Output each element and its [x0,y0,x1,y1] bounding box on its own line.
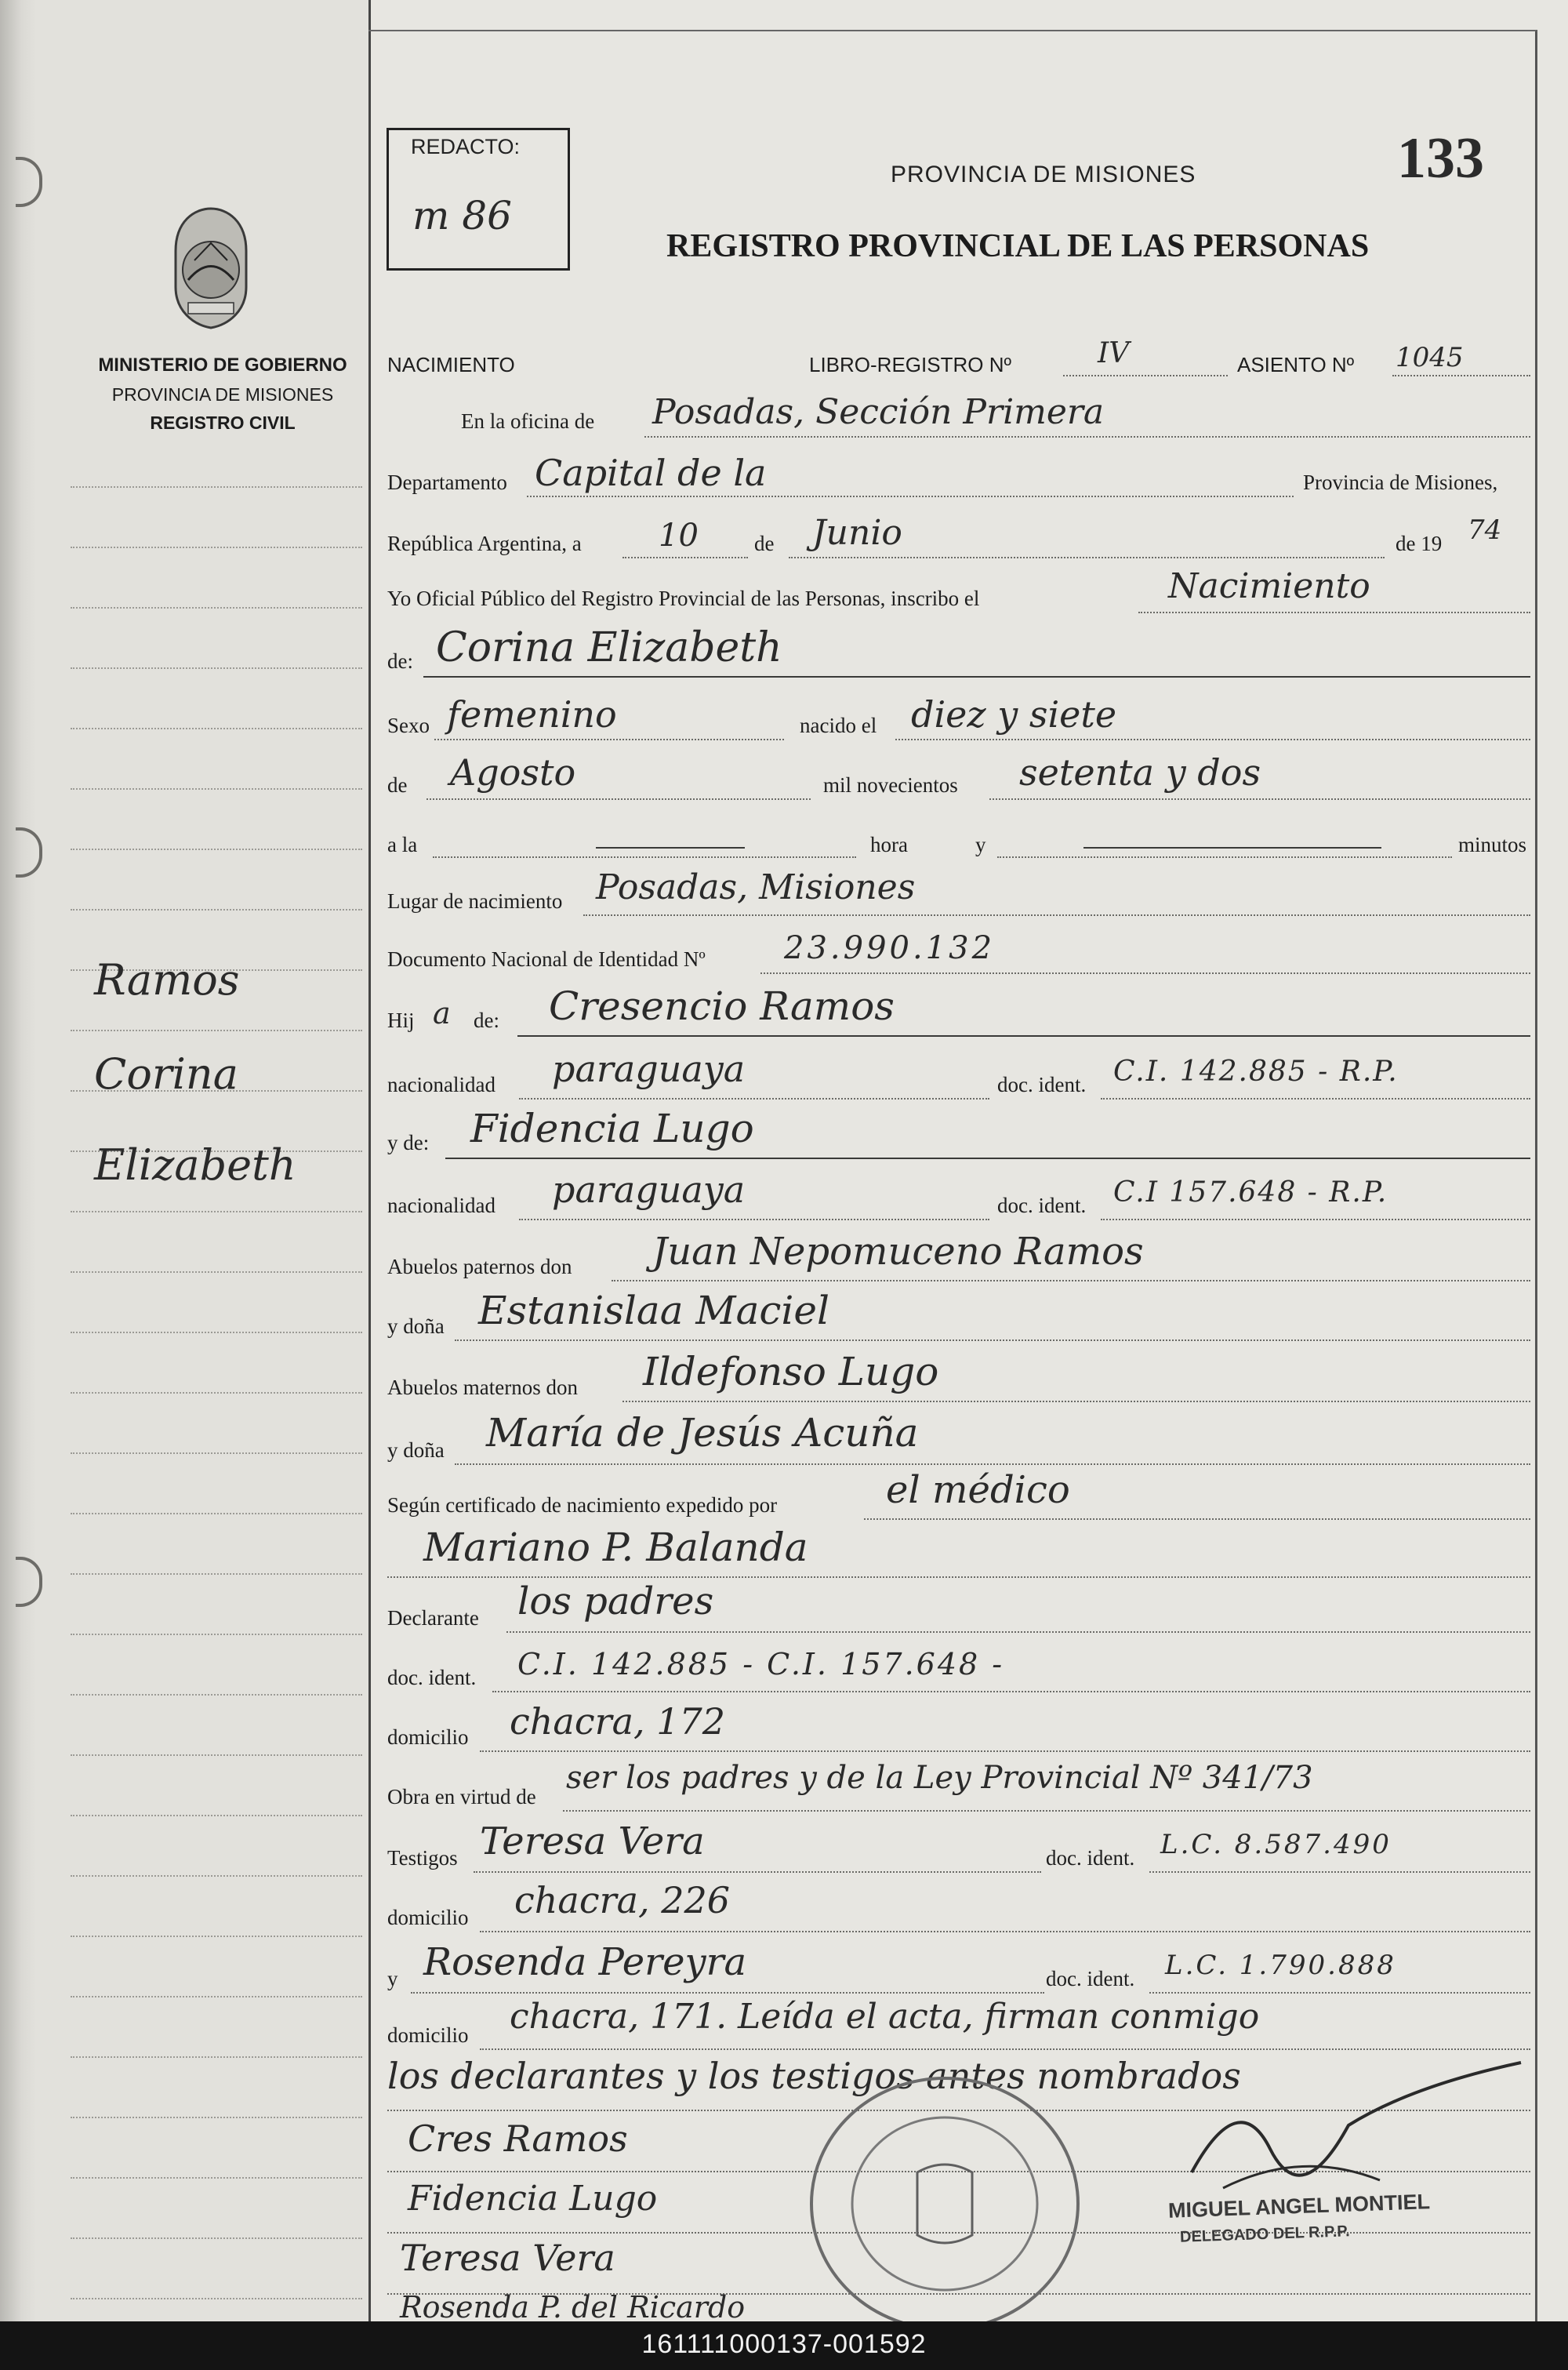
doc-ident-label: doc. ident. [997,1073,1087,1096]
nacionalidad-label: nacionalidad [387,1073,495,1096]
margin-ruling [71,1694,362,1696]
y-dona-label: y doña [387,1438,445,1462]
margin-ruling [71,1815,362,1816]
registry-label: REGISTRO CIVIL [150,413,296,433]
header-province: PROVINCIA DE MISIONES [891,162,1196,187]
redacto-box [387,128,570,271]
dotted-line [1101,1219,1530,1220]
margin-divider [368,0,371,2321]
dotted-line [519,1098,989,1100]
dotted-line [433,856,856,858]
margin-first-name: Corina [94,1049,238,1099]
testigos-label: Testigos [387,1846,458,1870]
mother-name: Fidencia Lugo [470,1106,754,1151]
dni-value: 23.990.132 [784,930,996,966]
dotted-line [1149,1992,1530,1994]
lugar-label: Lugar de nacimiento [387,889,563,913]
dotted-line [480,1931,1530,1932]
witness2-address: chacra, 171. Leída el acta, firman conmigo [510,1997,1260,2037]
y-dona-label: y doña [387,1314,445,1338]
domicilio-label: domicilio [387,1906,469,1929]
mil-label: mil novecientos [823,773,958,797]
margin-ruling [71,2056,362,2058]
signature-declarant-2: Fidencia Lugo [408,2179,658,2219]
sexo-value: femenino [447,693,617,736]
de-label: de [754,532,775,555]
departamento-label: Departamento [387,471,507,494]
closing-line: los declarantes y los testigos antes nombrados [387,2055,1241,2097]
dotted-line [411,1992,1044,1994]
birth-month-value: Agosto [450,751,576,794]
hij-suffix: a [433,996,451,1031]
maternal-grandmother: María de Jesús Acuña [486,1410,919,1456]
margin-ruling [71,849,362,850]
delegate-signature-mark [1176,2055,1537,2212]
abuelos-maternos-label: Abuelos maternos don [387,1376,578,1399]
de19-label: de 19 [1396,532,1443,555]
declarante-documents: C.I. 142.885 - C.I. 157.648 - [517,1647,1005,1681]
dotted-line [527,496,1294,497]
day-value: 10 [659,518,699,554]
dotted-line [864,1518,1530,1520]
signature-declarant-1: Cres Ramos [408,2117,628,2160]
dotted-line [519,1219,989,1220]
doc-ident-label: doc. ident. [997,1194,1087,1217]
a-la-label: a la [387,833,418,856]
dotted-line [1063,375,1228,376]
signature-witness-2: Rosenda P. del Ricardo [400,2290,746,2321]
margin-ruling [71,2237,362,2239]
margin-ruling [71,788,362,790]
dotted-line [563,1810,1530,1812]
binder-edge [0,0,36,2321]
oficina-value: Posadas, Sección Primera [652,392,1105,432]
margin-ruling [71,1634,362,1635]
dotted-line [480,2048,1530,2050]
folio-number: 133 [1397,126,1484,191]
top-border [368,30,1537,31]
margin-ruling [71,1754,362,1756]
domicilio-label: domicilio [387,2023,469,2047]
doc-ident-label: doc. ident. [1046,1967,1135,1990]
witness1-document: L.C. 8.587.490 [1160,1829,1392,1860]
declarante-value: los padres [517,1579,714,1623]
asiento-label: ASIENTO Nº [1237,353,1355,376]
province-label: PROVINCIA DE MISIONES [111,384,334,405]
paternal-grandfather: Juan Nepomuceno Ramos [652,1230,1144,1274]
margin-ruling [71,1271,362,1273]
dotted-line [455,1339,1530,1341]
ministry-label: MINISTERIO DE GOBIERNO [98,354,347,376]
declarante-label: Declarante [387,1606,479,1630]
dotted-line [455,1463,1530,1465]
margin-ruling [71,909,362,911]
margin-ruling [71,2298,362,2299]
official-stamp [800,2070,1090,2321]
strike-line [596,847,745,849]
certificado-label: Según certificado de nacimiento expedido por [387,1493,778,1517]
dotted-line [789,557,1385,558]
father-underline [517,1035,1530,1037]
strike-line [1083,847,1381,849]
y-witness-label: y [387,1967,398,1990]
minutos-label: minutos [1458,833,1527,856]
redacto-value: m 86 [412,193,512,238]
margin-surname: Ramos [94,955,240,1005]
margin-ruling [71,728,362,729]
margin-ruling [71,547,362,548]
domicilio-value: chacra, 172 [510,1700,726,1743]
margin-ruling [71,1392,362,1394]
dotted-line [612,1280,1530,1281]
dotted-line [434,739,784,740]
redacto-label: REDACTO: [411,135,521,158]
dotted-line [989,798,1530,800]
name-underline [423,676,1530,678]
mother-underline [445,1158,1530,1159]
margin-ruling [71,2177,362,2179]
sexo-label: Sexo [387,714,430,737]
provincia-misiones-label: Provincia de Misiones, [1303,471,1498,494]
margin-ruling [71,1030,362,1031]
dotted-line [1149,1871,1530,1873]
birth-year-value: setenta y dos [1019,751,1261,794]
father-name: Cresencio Ramos [549,983,895,1029]
dotted-line [387,1576,1530,1578]
doc-ident-label: doc. ident. [1046,1846,1135,1870]
libro-label: LIBRO-REGISTRO Nº [809,353,1011,376]
act-type-label: NACIMIENTO [387,353,515,376]
header-title: REGISTRO PROVINCIAL DE LAS PERSONAS [666,228,1370,264]
abuelos-paternos-label: Abuelos paternos don [387,1255,572,1278]
hora-label: hora [870,833,908,856]
hij-label: Hij [387,1009,415,1032]
dotted-line [1138,612,1530,613]
y-de-label: y de: [387,1131,430,1154]
y-label: y [975,833,986,856]
margin-ruling [71,607,362,609]
republica-label: República Argentina, a [387,532,582,555]
margin-middle-name: Elizabeth [94,1140,296,1190]
de-name-label: de: [387,649,413,673]
dotted-line [622,1401,1530,1402]
margin-ruling [71,667,362,669]
margin-ruling [71,1936,362,1937]
right-border [1535,30,1537,2321]
margin-ruling [71,1996,362,1997]
oficina-label: En la oficina de [461,409,595,433]
delegate-name: MIGUEL ANGEL MONTIEL [1167,2190,1431,2223]
dotted-line [644,436,1530,438]
margin-ruling [71,2117,362,2118]
margin-ruling [71,1211,362,1212]
margin-ruling [71,1875,362,1877]
nacionalidad-label: nacionalidad [387,1194,495,1217]
hij-de-label: de: [474,1009,499,1032]
nacido-el-label: nacido el [800,714,877,737]
asiento-value: 1045 [1396,342,1464,373]
inscribo-value: Nacimiento [1168,566,1370,606]
medico-value: Mariano P. Balanda [423,1525,808,1570]
departamento-value: Capital de la [535,452,767,494]
dotted-line [583,914,1530,916]
dotted-line [506,1631,1530,1633]
margin-ruling [71,1452,362,1454]
dotted-line [474,1871,1041,1873]
dotted-line [492,1691,1530,1692]
delegate-title: DELEGADO DEL R.P.P. [1179,2223,1351,2246]
margin-ruling [71,486,362,488]
obra-value: ser los padres y de la Ley Provincial Nº 341/73 [566,1760,1313,1796]
margin-ruling [71,1513,362,1514]
obra-label: Obra en virtud de [387,1785,536,1808]
maternal-grandfather: Ildefonso Lugo [643,1349,939,1394]
lugar-value: Posadas, Misiones [596,867,916,907]
dotted-line [426,798,811,800]
dotted-line [480,1750,1530,1752]
mother-nationality: paraguaya [552,1169,746,1211]
father-nationality: paraguaya [552,1048,746,1090]
dotted-line [760,972,1530,974]
dotted-line [1101,1098,1530,1100]
dotted-line [1392,375,1530,376]
certificado-value: el médico [886,1468,1070,1512]
father-document: C.I. 142.885 - R.P. [1113,1056,1399,1088]
birth-day-value: diez y siete [911,693,1117,736]
coat-of-arms-seal [165,205,257,331]
inscribo-label: Yo Oficial Público del Registro Provincial de las Personas, inscribo el [387,587,980,610]
dotted-line [997,856,1452,858]
witness1-name: Teresa Vera [480,1819,705,1863]
document-barcode: 161111000137-001592 [641,2329,927,2359]
witness1-address: chacra, 226 [514,1879,731,1921]
doc-ident-label: doc. ident. [387,1666,477,1689]
margin-ruling [71,1573,362,1575]
signature-witness-1: Teresa Vera [400,2237,615,2279]
dotted-line [895,739,1530,740]
month-value: Junio [812,513,902,553]
paternal-grandmother: Estanislaa Maciel [478,1288,829,1333]
domicilio-label: domicilio [387,1725,469,1749]
dni-label: Documento Nacional de Identidad Nº [387,947,706,971]
witness2-document: L.C. 1.790.888 [1165,1950,1396,1981]
margin-ruling [71,1332,362,1333]
libro-value: IV [1098,337,1130,369]
de-month-label: de [387,773,408,797]
year-value: 74 [1468,514,1502,546]
witness2-name: Rosenda Pereyra [423,1940,747,1984]
registered-name: Corina Elizabeth [436,624,782,671]
dotted-line [622,557,748,558]
mother-document: C.I 157.648 - R.P. [1113,1176,1388,1209]
